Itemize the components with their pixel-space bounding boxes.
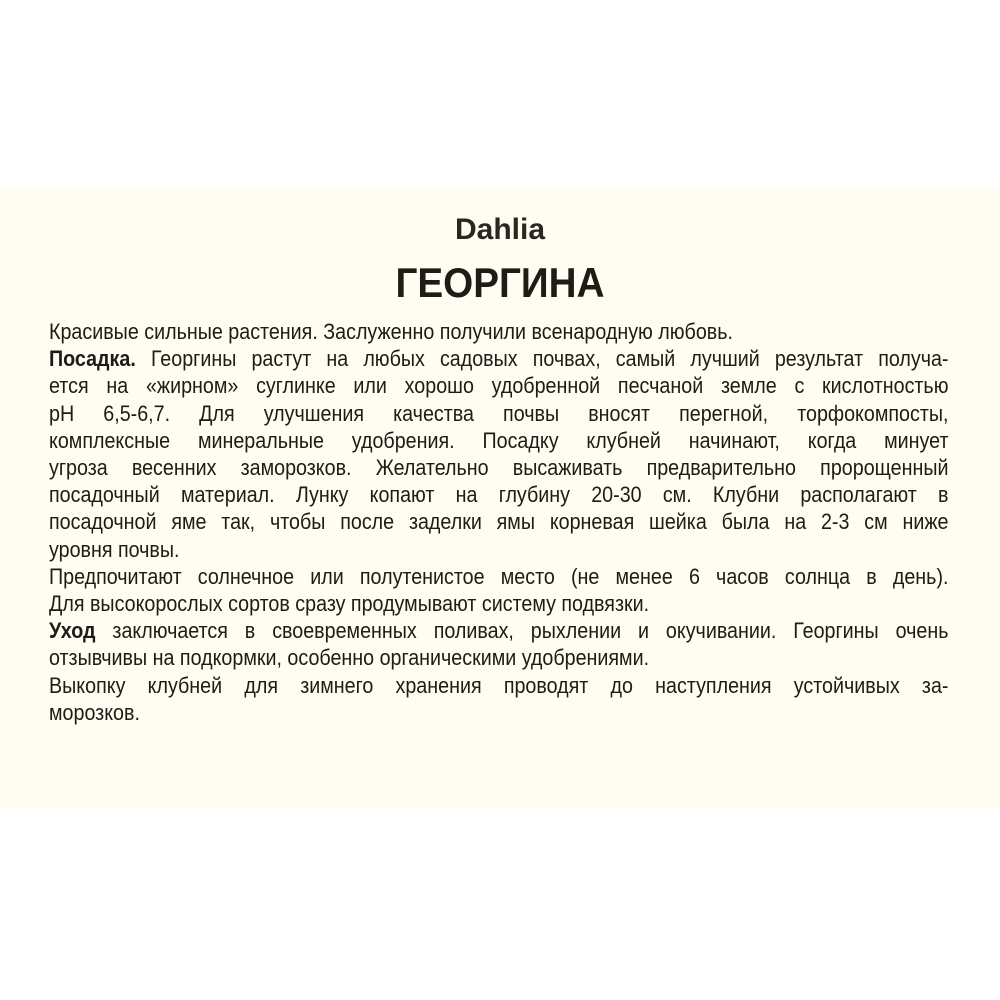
planting-line-2: ется на «жирном» суглинке или хорошо удобренной песчаной земле с кислотностью	[49, 373, 949, 399]
planting-line-8: уровня почвы.	[49, 536, 180, 562]
location-line-2: Для высокорослых сортов сразу продумывают систему подвязки.	[49, 591, 650, 617]
location-line-1: Предпочитают солнечное или полутенистое место (не менее 6 часов солнца в день).	[49, 563, 949, 589]
description-text	[49, 318, 948, 726]
planting-line-1	[49, 345, 948, 372]
care-line-1	[49, 617, 948, 644]
latin-name: Dahlia	[454, 213, 546, 246]
intro-line: Красивые сильные растения. Заслуженно получили всенародную любовь.	[49, 319, 733, 344]
care-text: заключается в своевременных поливах, рыхлении и окучивании. Георгины очень	[95, 618, 949, 644]
digging-line-1: Выкопку клубней для зимнего хранения проводят до наступления устойчивых за-	[49, 672, 949, 698]
digging-line-2: морозков.	[49, 699, 140, 725]
care-line-2: отзывчивы на подкормки, особенно органическими удобрениями.	[49, 645, 650, 671]
planting-line-5: угроза весенних заморозков. Желательно высаживать предварительно пророщенный	[49, 455, 949, 481]
planting-line-3: pH 6,5-6,7. Для улучшения качества почвы вносят перегной, торфокомпосты,	[49, 400, 949, 426]
seed-packet-description-card	[0, 188, 1000, 808]
planting-label: Посадка.	[49, 346, 136, 372]
page-title: ГЕОРГИНА	[395, 259, 605, 306]
planting-text: Георгины растут на любых садовых почвах, самый лучший результат получа-	[135, 346, 949, 372]
planting-line-6: посадочный материал. Лунку копают на глубину 20-30 см. Клубни располагают в	[49, 482, 949, 508]
planting-line-4: комплексные минеральные удобрения. Посадку клубней начинают, когда минует	[49, 427, 949, 453]
care-label: Уход	[49, 618, 96, 644]
planting-line-7: посадочной яме так, чтобы после заделки ямы корневая шейка была на 2-3 см ниже	[49, 509, 949, 535]
